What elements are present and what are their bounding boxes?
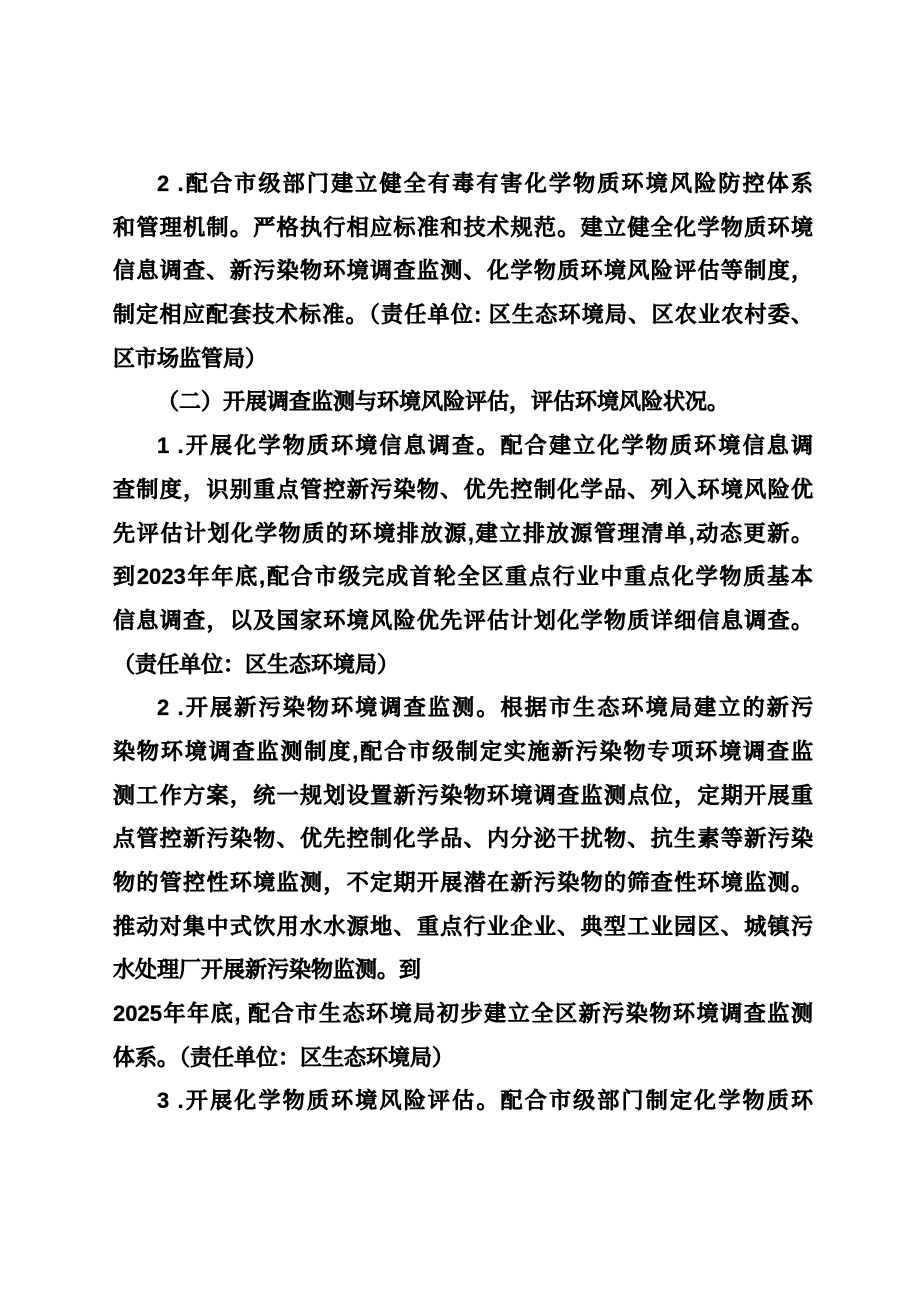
text-line: 区市场监管局） xyxy=(113,345,268,371)
text-line: （责任单位：区生态环境局） xyxy=(113,651,400,677)
text-line: 制定相应配套技术标准。（责任单位: 区生态环境局、区农业农村委、 xyxy=(113,302,813,328)
text-line: （二）开展调查监测与环境风险评估，评估环境风险状况。 xyxy=(157,389,730,415)
text-line: 和管理机制。严格执行相应标准和技术规范。建立健全化学物质环境 xyxy=(113,214,813,240)
document-text-block xyxy=(113,162,813,1123)
text-line: 水处理厂开展新污染物监测。到 xyxy=(113,957,422,983)
text-line: 先评估计划化学物质的环境排放源,建立排放源管理清单,动态更新。 xyxy=(113,520,813,546)
text-line: 信息调查、新污染物环境调查监测、化学物质环境风险评估等制度， xyxy=(113,258,813,284)
text-line: 点管控新污染物、优先控制化学品、内分泌干扰物、抗生素等新污染 xyxy=(113,826,813,852)
text-line: 2025年年底, 配合市生态环境局初步建立全区新污染物环境调查监测 xyxy=(113,1001,813,1027)
text-line: 3 .开展化学物质环境风险评估。配合市级部门制定化学物质环 xyxy=(157,1088,813,1114)
text-line: 信息调查，以及国家环境风险优先评估计划化学物质详细信息调查。 xyxy=(113,607,813,633)
text-line: 测工作方案，统一规划设置新污染物环境调查监测点位，定期开展重 xyxy=(113,782,813,808)
text-line: 推动对集中式饮用水水源地、重点行业企业、典型工业园区、城镇污 xyxy=(113,913,813,939)
text-line: 2 .开展新污染物环境调查监测。根据市生态环境局建立的新污 xyxy=(157,695,813,721)
text-line: 体系。（责任单位：区生态环境局） xyxy=(113,1044,455,1070)
text-line: 到2023年年底,配合市级完成首轮全区重点行业中重点化学物质基本 xyxy=(113,564,813,590)
text-line: 2 .配合市级部门建立健全有毒有害化学物质环境风险防控体系 xyxy=(157,171,813,196)
text-line: 1 .开展化学物质环境信息调查。配合建立化学物质环境信息调 xyxy=(157,433,813,459)
text-line: 染物环境调查监测制度,配合市级制定实施新污染物专项环境调查监 xyxy=(113,738,813,764)
text-line: 查制度，识别重点管控新污染物、优先控制化学品、列入环境风险优 xyxy=(113,476,813,502)
text-line: 物的管控性环境监测，不定期开展潜在新污染物的筛查性环境监测。 xyxy=(113,870,813,895)
